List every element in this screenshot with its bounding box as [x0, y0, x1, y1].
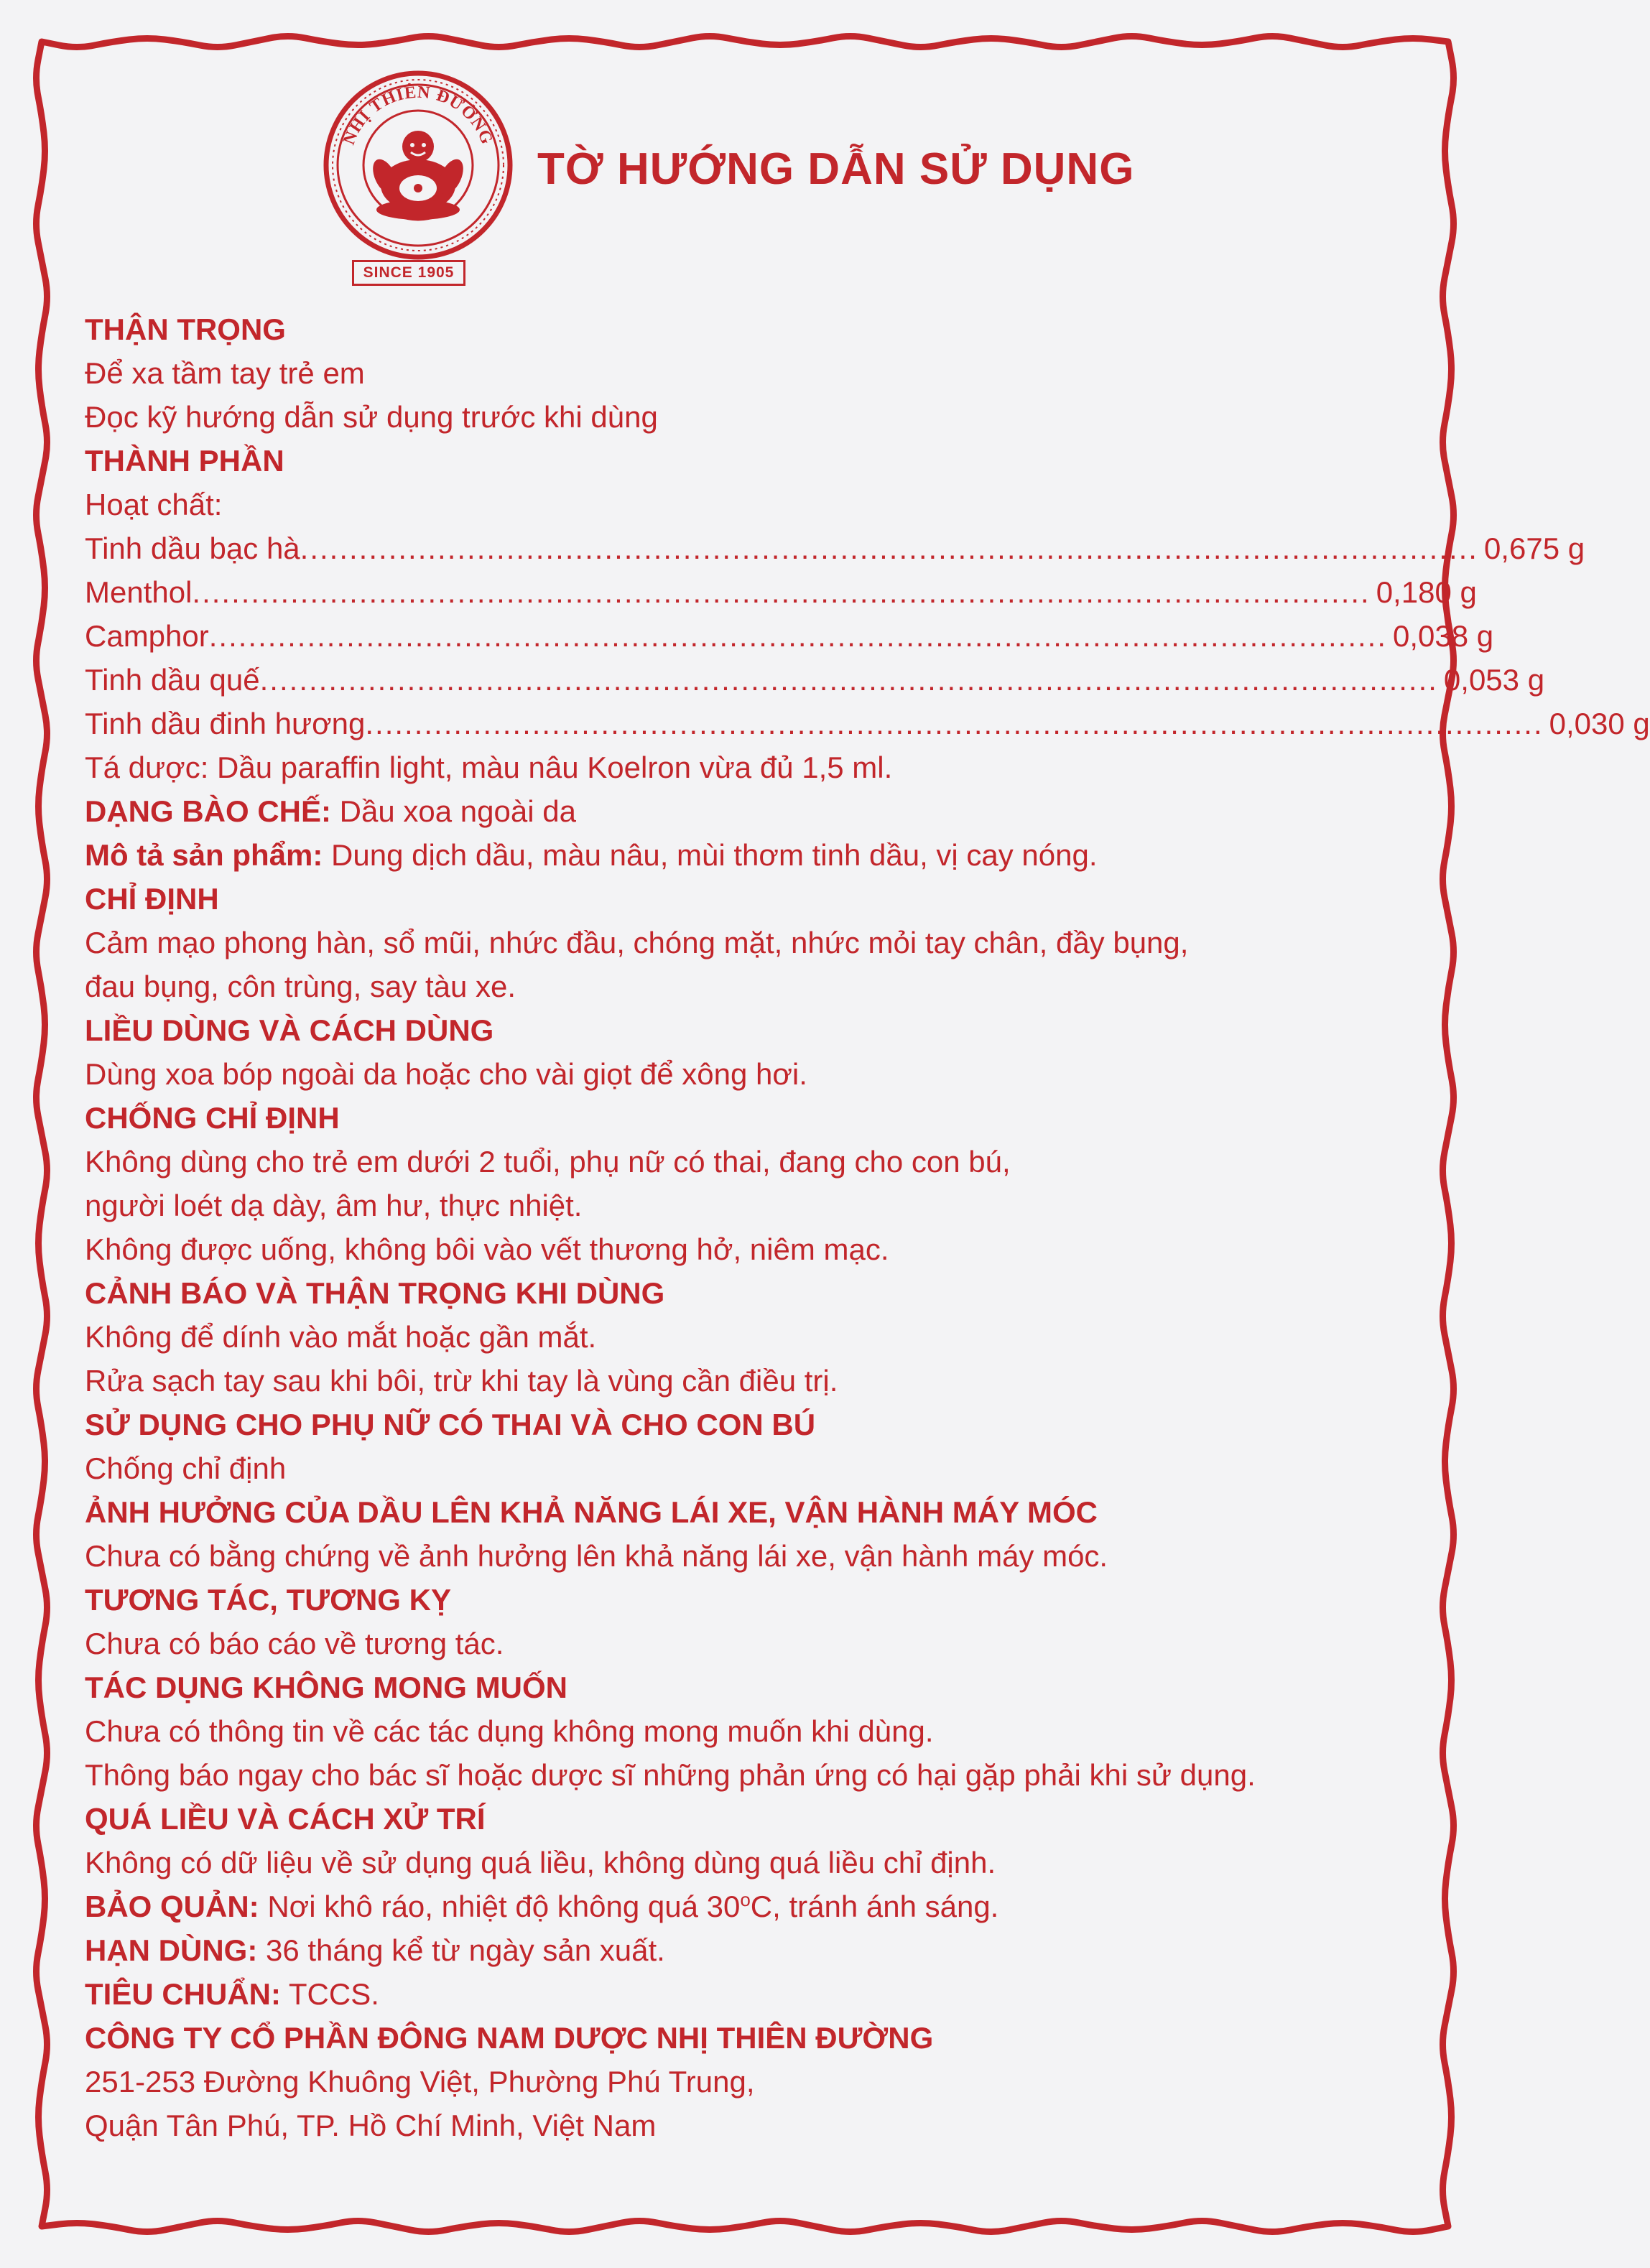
text-line: Không dùng cho trẻ em dưới 2 tuổi, phụ nữ có thai, đang cho con bú, — [85, 1145, 1011, 1179]
text-line: Đọc kỹ hướng dẫn sử dụng trước khi dùng — [85, 400, 658, 434]
ingredient-row — [85, 702, 1650, 745]
tieu-chuan-value: TCCS. — [280, 1977, 379, 2011]
dang-bao-che-line — [85, 789, 1435, 833]
dot-leader: ........................................................................................................................ — [259, 663, 1438, 697]
leaflet-content — [85, 307, 1650, 2147]
dang-bao-che-label: DẠNG BÀO CHẾ: — [85, 794, 331, 828]
heading-tac-dung: TÁC DỤNG KHÔNG MONG MUỐN — [85, 1670, 567, 1704]
text-line: đau bụng, côn trùng, say tàu xe. — [85, 970, 516, 1003]
tieu-chuan-label: TIÊU CHUẨN: — [85, 1977, 281, 2011]
heading-thanh-phan: THÀNH PHẦN — [85, 444, 284, 478]
text-line: Chưa có bằng chứng về ảnh hưởng lên khả năng lái xe, vận hành máy móc. — [85, 1539, 1108, 1573]
tieu-chuan-line — [85, 1972, 1435, 2016]
brand-name-arc: NHỊ THIÊN ĐƯỜNG — [339, 83, 497, 148]
mo-ta-line — [85, 833, 1435, 877]
text-line: Chưa có báo cáo về tương tác. — [85, 1627, 504, 1660]
text-line: người loét dạ dày, âm hư, thực nhiệt. — [85, 1189, 583, 1222]
text-line: Để xa tầm tay trẻ em — [85, 356, 365, 390]
bao-quan-value-end: C, tránh ánh sáng. — [750, 1890, 999, 1923]
ingredient-qty: 0,053 g — [1443, 663, 1545, 697]
dot-leader: ........................................................................................................................ — [365, 707, 1544, 740]
text-line: Chống chỉ định — [85, 1451, 287, 1485]
company-address: 251-253 Đường Khuông Việt, Phường Phú Trung, — [85, 2065, 755, 2099]
ingredient-row — [85, 570, 1477, 614]
heading-lieu-dung: LIỀU DÙNG VÀ CÁCH DÙNG — [85, 1013, 494, 1047]
dot-leader: ........................................................................................................................ — [300, 531, 1478, 565]
ingredient-name: Tinh dầu đinh hương — [85, 707, 366, 740]
active-label: Hoạt chất: — [85, 488, 223, 521]
ingredient-name: Menthol — [85, 575, 193, 609]
han-dung-label: HẠN DÙNG: — [85, 1933, 258, 1967]
heading-qua-lieu: QUÁ LIỀU VÀ CÁCH XỬ TRÍ — [85, 1802, 486, 1836]
bao-quan-line — [85, 1884, 1435, 1928]
company-address: Quận Tân Phú, TP. Hồ Chí Minh, Việt Nam — [85, 2109, 657, 2142]
ingredient-qty: 0,675 g — [1483, 531, 1585, 565]
dot-leader: ........................................................................................................................ — [192, 575, 1371, 609]
han-dung-value: 36 tháng kể từ ngày sản xuất. — [257, 1933, 665, 1967]
heading-chi-dinh: CHỈ ĐỊNH — [85, 882, 219, 916]
text-line: Rửa sạch tay sau khi bôi, trừ khi tay là vùng cần điều trị. — [85, 1364, 838, 1398]
heading-tuong-tac: TƯƠNG TÁC, TƯƠNG KỴ — [85, 1583, 451, 1617]
heading-chong-chi-dinh: CHỐNG CHỈ ĐỊNH — [85, 1101, 340, 1135]
text-line: Chưa có thông tin về các tác dụng không mong muốn khi dùng. — [85, 1714, 934, 1748]
degree-sup: o — [740, 1889, 751, 1910]
ingredient-name: Camphor — [85, 619, 209, 653]
ingredient-qty: 0,180 g — [1376, 575, 1477, 609]
heading-canh-bao: CẢNH BÁO VÀ THẬN TRỌNG KHI DÙNG — [85, 1276, 665, 1310]
mo-ta-label: Mô tả sản phẩm: — [85, 838, 323, 872]
text-line: Không có dữ liệu về sử dụng quá liều, không dùng quá liều chỉ định. — [85, 1846, 996, 1879]
ingredient-qty: 0,038 g — [1393, 619, 1494, 653]
text-line: Không được uống, không bôi vào vết thương hở, niêm mạc. — [85, 1232, 889, 1266]
heading-lai-xe: ẢNH HƯỞNG CỦA DẦU LÊN KHẢ NĂNG LÁI XE, VẬN HÀNH MÁY MÓC — [85, 1495, 1098, 1529]
han-dung-line — [85, 1928, 1435, 1972]
company-name: CÔNG TY CỔ PHẦN ĐÔNG NAM DƯỢC NHỊ THIÊN ĐƯỜNG — [85, 2021, 934, 2055]
text-line: Cảm mạo phong hàn, sổ mũi, nhức đầu, chóng mặt, nhức mỏi tay chân, đầy bụng, — [85, 926, 1189, 959]
page-title: TỜ HƯỚNG DẪN SỬ DỤNG — [537, 144, 1135, 194]
text-line: Thông báo ngay cho bác sĩ hoặc dược sĩ những phản ứng có hại gặp phải khi sử dụng. — [85, 1758, 1256, 1792]
brand-logo-emblem — [322, 69, 514, 261]
text-line: Dùng xoa bóp ngoài da hoặc cho vài giọt để xông hơi. — [85, 1057, 807, 1091]
excipient-line: Tá dược: Dầu paraffin light, màu nâu Koelron vừa đủ 1,5 ml. — [85, 750, 893, 784]
text-line: Không để dính vào mắt hoặc gần mắt. — [85, 1320, 597, 1354]
ingredient-row — [85, 526, 1585, 570]
heading-phu-nu: SỬ DỤNG CHO PHỤ NỮ CÓ THAI VÀ CHO CON BÚ — [85, 1408, 816, 1441]
heading-than-trong: THẬN TRỌNG — [85, 312, 286, 346]
mo-ta-value: Dung dịch dầu, màu nâu, mùi thơm tinh dầu, vị cay nóng. — [323, 838, 1098, 872]
ingredient-qty: 0,030 g — [1549, 707, 1650, 740]
ingredient-row — [85, 658, 1545, 702]
since-badge: SINCE 1905 — [352, 260, 465, 286]
ingredient-name: Tinh dầu bạc hà — [85, 531, 300, 565]
dang-bao-che-value: Dầu xoa ngoài da — [331, 794, 576, 828]
bao-quan-value: Nơi khô ráo, nhiệt độ không quá 30 — [259, 1890, 741, 1923]
bao-quan-label: BẢO QUẢN: — [85, 1890, 259, 1923]
ingredient-name: Tinh dầu quế — [85, 663, 260, 697]
dot-leader: ........................................................................................................................ — [208, 619, 1388, 653]
ingredient-row — [85, 614, 1494, 658]
